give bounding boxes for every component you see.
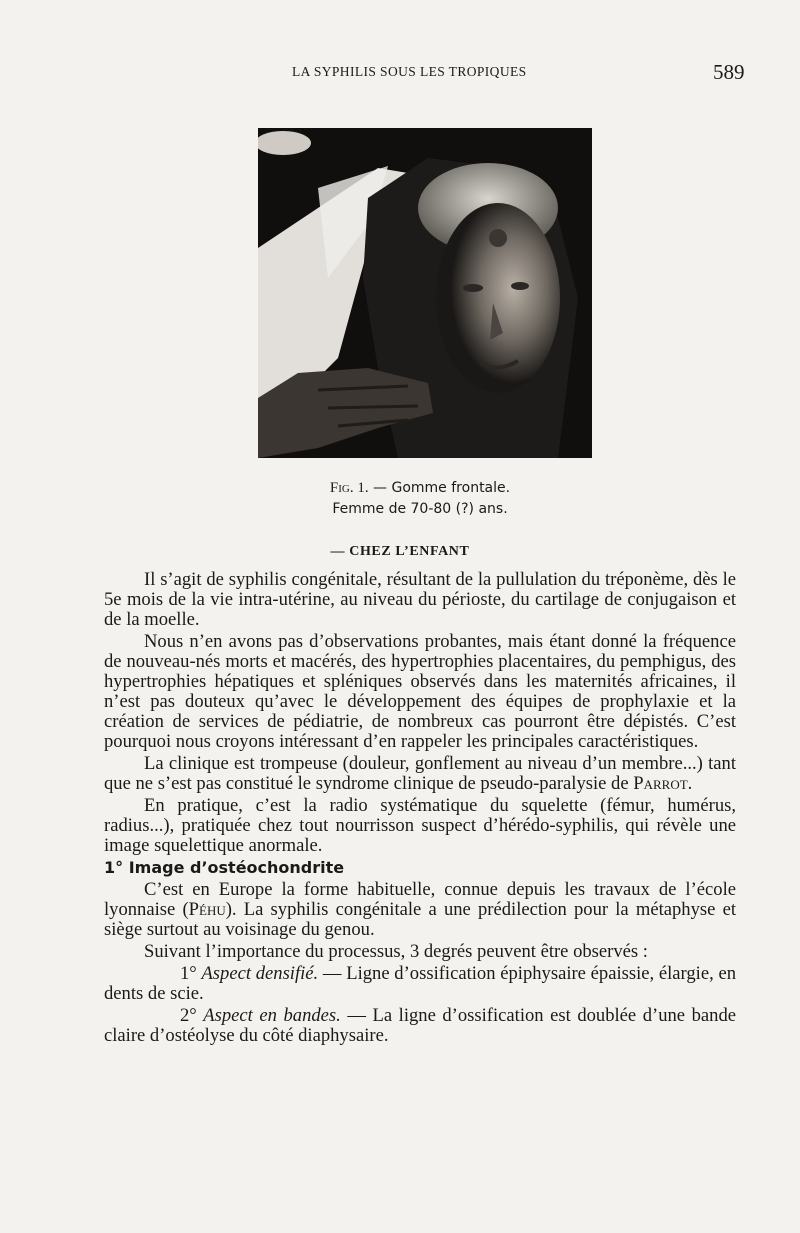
caption-title: — Gomme frontale. bbox=[373, 480, 511, 496]
list-item-2-number: 2° bbox=[180, 1005, 197, 1026]
list-item-2-text: — La ligne d’ossification est doublée d’une bande claire d’ostéolyse du côté diaphysaire. bbox=[104, 1005, 736, 1046]
list-item-1-title: Aspect densifié. bbox=[201, 963, 319, 984]
list-item-1-number: 1° bbox=[180, 963, 197, 984]
portrait-photo bbox=[258, 128, 592, 458]
list-item-2-title: Aspect en bandes. bbox=[203, 1005, 341, 1026]
list-item-2 bbox=[104, 1006, 736, 1046]
caption-line-2: Femme de 70-80 (?) ans. bbox=[332, 501, 508, 517]
author-pehu: Péhu bbox=[188, 899, 226, 920]
page-header bbox=[0, 62, 800, 90]
subsection-heading: 1° Image d’ostéochondrite bbox=[104, 858, 345, 877]
paragraph-2: Nous n’en avons pas d’observations probantes, mais étant donné la fréquence de nouveau-nés morts et macérés, des hypertrophies placentaires, du pemphigus, des hypertrophies hépatiques et spléniques observés dans les maternités africaines, il n’est pas douteux qu’avec le développement des équipes de prophylaxie et la création de services de pédiatrie, de nombreux cas pourront être dépistés. C’est pourquoi nous croyons intéressant d’en rappeler les principales caractéristiques. bbox=[104, 631, 736, 752]
paragraph-1: Il s’agit de syphilis congénitale, résultant de la pullulation du tréponème, dès le 5e mois de la vie intra-utérine, au niveau du périoste, du cartilage de conjugaison et de la moelle. bbox=[104, 569, 736, 630]
caption-label: Fig. 1. bbox=[329, 480, 369, 496]
list-item-1 bbox=[104, 964, 736, 1004]
author-parrot: Parrot. bbox=[633, 773, 693, 794]
paragraph-5-a: C’est en Europe la forme habituelle, connue depuis les travaux de l’école lyonnaise ( bbox=[104, 879, 736, 920]
paragraph-5 bbox=[104, 880, 736, 940]
paragraph-3-text: La clinique est trompeuse (douleur, gonflement au niveau d’un membre...) tant que ne s’est pas constitué le syndrome clinique de pseudo-paralysie de bbox=[104, 753, 736, 794]
paragraph-4: En pratique, c’est la radio systématique du squelette (fémur, humérus, radius...), pratiquée chez tout nourrisson suspect d’hérédo-syphilis, qui révèle une image squelettique anormale. bbox=[104, 795, 736, 856]
paragraph-6: Suivant l’importance du processus, 3 degrés peuvent être observés : bbox=[144, 941, 648, 962]
figure-caption bbox=[250, 478, 590, 520]
list-item-1-text: — Ligne d’ossification épiphysaire épaissie, élargie, en dents de scie. bbox=[104, 963, 737, 1004]
body-text bbox=[104, 570, 736, 1048]
caption-line-1 bbox=[250, 478, 590, 499]
running-title: LA SYPHILIS SOUS LES TROPIQUES bbox=[292, 64, 527, 79]
page-number: 589 bbox=[713, 60, 745, 84]
paragraph-3 bbox=[104, 754, 736, 794]
section-heading: — CHEZ L’ENFANT bbox=[330, 544, 470, 559]
paragraph-5-b: ). La syphilis congénitale a une prédilection pour la métaphyse et siège surtout au voisinage du genou. bbox=[104, 899, 736, 940]
portrait-photo-drawing bbox=[258, 128, 592, 458]
